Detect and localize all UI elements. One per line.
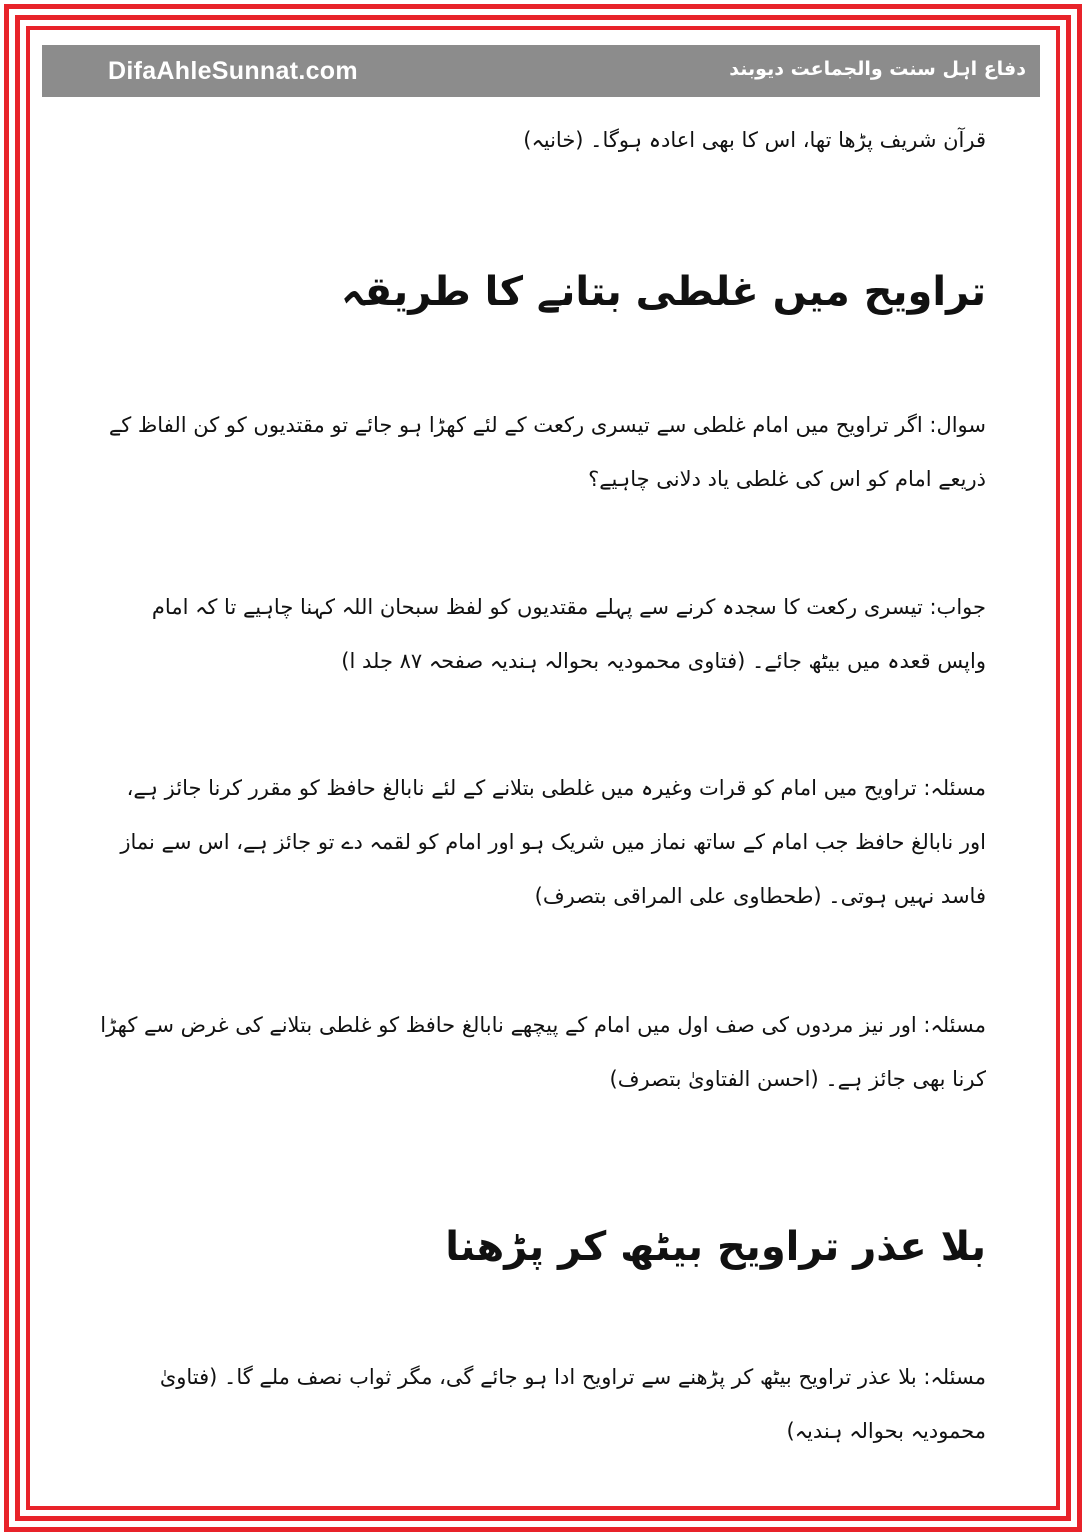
intro-line: قرآن شریف پڑھا تھا، اس کا بھی اعادہ ہوگا۔ (خانیہ) (523, 128, 986, 152)
masala3-paragraph: مسئلہ: بلا عذر تراویح بیٹھ کر پڑھنے سے تراویح ادا ہو جائے گی، مگر ثواب نصف ملے گا۔ (فتاویٰ محمودیہ بحوالہ ہندیہ) (159, 1365, 986, 1443)
section2-heading: بلا عذر تراویح بیٹھ کر پڑھنا (445, 1224, 986, 1270)
answer-paragraph: جواب: تیسری رکعت کا سجدہ کرنے سے پہلے مقتدیوں کو لفظ سبحان اللہ کہنا چاہیے تا کہ امام واپس قعدہ میں بیٹھ جائے۔ (فتاوی محمودیہ بحوالہ ہندیہ صفحہ ۸۷ جلد ا) (151, 595, 986, 673)
site-name: DifaAhleSunnat.com (108, 57, 358, 85)
masala1-paragraph: مسئلہ: تراویح میں امام کو قرات وغیرہ میں غلطی بتلانے کے لئے نابالغ حافظ کو مقرر کرنا جائز ہے، اور نابالغ حافظ جب امام کے ساتھ نماز میں شریک ہو اور امام کو لقمہ دے تو جائز ہے، اس سے نماز فاسد نہیں ہوتی۔ (طحطاوی علی المراقی بتصرف) (120, 776, 986, 908)
question-paragraph: سوال: اگر تراویح میں امام غلطی سے تیسری رکعت کے لئے کھڑا ہو جائے تو مقتدیوں کو کن الفاظ کے ذریعے امام کو اس کی غلطی یاد دلانی چاہیے؟ (108, 413, 986, 491)
masala2-paragraph: مسئلہ: اور نیز مردوں کی صف اول میں امام کے پیچھے نابالغ حافظ کو غلطی بتلانے کی غرض سے کھڑا کرنا بھی جائز ہے۔ (احسن الفتاویٰ بتصرف) (100, 1013, 986, 1091)
section1-heading: تراویح میں غلطی بتانے کا طریقہ (340, 269, 986, 315)
organization-name: دفاع اہل سنت والجماعت دیوبند (729, 58, 1026, 80)
page-header (42, 45, 1040, 97)
